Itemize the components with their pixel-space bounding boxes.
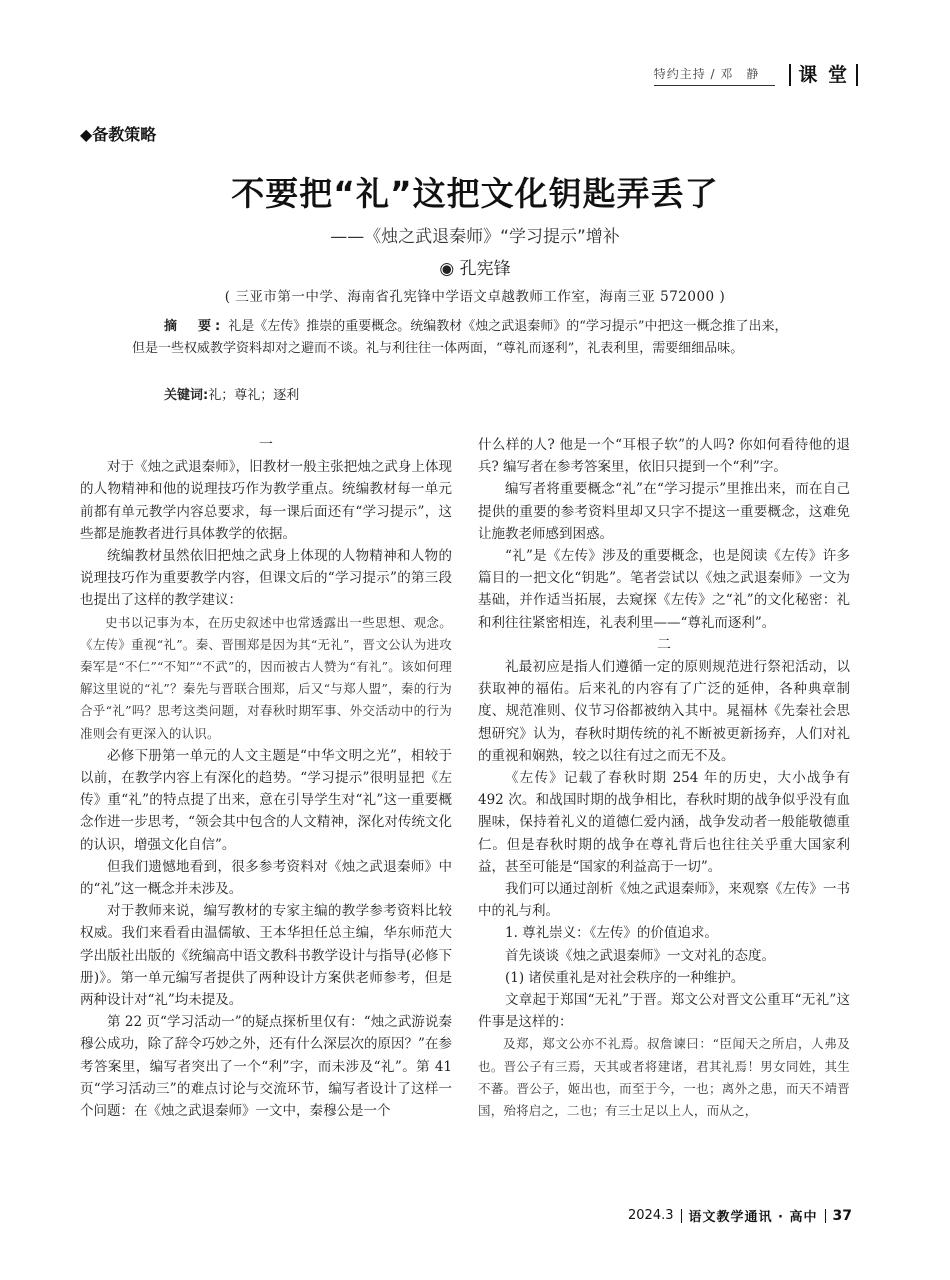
- left-column: [80, 434, 452, 1122]
- affiliation: ( 三亚市第一中学、海南省孔宪锋中学语文卓越教师工作室，海南三亚 572000 ): [224, 289, 726, 305]
- paragraph: 礼最初应是指人们遵循一定的原则规范进行祭祀活动，以获取神的福佑。后来礼的内容有了广泛的延伸，各种典章制度、规范准则、仪节习俗都被纳入其中。晁福林《先秦社会思想研究》认为，春秋时期传统的礼不断被更新扬弃，人们对礼的重视和娴熟，较之以往有过之而无不及。: [478, 659, 850, 764]
- paragraph: 1. 尊礼崇义：《左传》的价值追求。: [505, 925, 718, 942]
- block-quote: 史书以记事为本，在历史叙述中也常透露出一些思想、观念。《左传》重视“礼”。秦、晋围郑是因为其“无礼”，晋文公认为进攻秦军是“不仁”“不知”“不武”的，因而被古人赞为“有礼”。该如何理解这里说的“礼”？秦先与晋联合围郑，后又“与郑人盟”，秦的行为合乎“礼”吗？思考这类问题，对春秋时期军事、外交活动中的行为准则会有更深入的认识。: [80, 614, 452, 741]
- right-column: [478, 434, 850, 1122]
- paragraph: 首先谈谈《烛之武退秦师》一文对礼的态度。: [505, 947, 775, 964]
- footer-divider: [825, 1209, 826, 1223]
- paragraph: 第 22 页“学习活动一”的疑点探析里仅有：“烛之武游说秦穆公成功，除了辞令巧妙之外，还有什么深层次的原因？”在参考答案里，编写者突出了一个“利”字，而未涉及“礼”。第 41 页“学习活动三”的难点讨论与交流环节，编写者设计了这样一个问题：在《烛之武退秦师》一文中，秦穆公是一个: [80, 1014, 452, 1120]
- paragraph: 必修下册第一单元的人文主题是“中华文明之光”，相较于以前，在教学内容上有深化的趋势。“学习提示”很明显把《左传》重“礼”的特点提了出来，意在引导学生对“礼”这一重要概念作进一步思考，“领会其中包含的人文精神，深化对传统文化的认识，增强文化自信”。: [80, 747, 452, 853]
- abstract-label: 摘 要:: [164, 319, 225, 334]
- paragraph: 对于教师来说，编写教材的专家主编的教学参考资料比较权威。我们来看看由温儒敏、王本华担任总主编，华东师范大学出版社出版的《统编高中语文教科书教学设计与指导(必修下册)》。第一单元编写者提供了两种设计方案供老师参考，但是两种设计对“礼”均未提及。: [80, 903, 452, 1009]
- abstract: [132, 316, 800, 360]
- paragraph: 编写者将重要概念“礼”在“学习提示”里推出来，而在自己提供的重要的参考资料里却又只字不提这一重要概念，这难免让施教老师感到困惑。: [478, 481, 850, 542]
- paragraph: 统编教材虽然依旧把烛之武身上体现的人物精神和人物的说理技巧作为重要教学内容，但课文后的“学习提示”的第三段也提出了这样的教学建议：: [80, 548, 452, 609]
- section-number: 二: [657, 636, 671, 653]
- article-subtitle: ——《烛之武退秦师》“学习提示”增补: [330, 227, 620, 247]
- keywords-text: 礼；尊礼；逐利: [208, 388, 300, 403]
- keywords-label: 关键词:: [164, 388, 209, 403]
- block-quote: 及郑，郑文公亦不礼焉。叔詹谏曰：“臣闻天之所启，人弗及也。晋公子有三焉，天其或者将建诸，君其礼焉！男女同姓，其生不蕃。晋公子，姬出也，而至于今，一也；离外之患，而天不靖晋国，殆将启之，二也；有三士足以上人，而从之，: [478, 1036, 850, 1119]
- paragraph: 什么样的人? 他是一个“耳根子软”的人吗? 你如何看待他的退兵? 编写者在参考答案里，依旧只提到一个“利”字。: [478, 437, 850, 476]
- section-number: 一: [259, 437, 273, 453]
- footer-divider: [681, 1209, 682, 1223]
- section-tag: ◆备教策略: [80, 125, 157, 144]
- page-footer: [628, 1206, 852, 1225]
- abstract-text: 礼是《左传》推崇的重要概念。统编教材《烛之武退秦师》的“学习提示”中把这一概念推了出来，但是一些权威教学资料却对之避而不谈。礼与利往往一体两面，“尊礼而逐利”，礼表利里，需要细细品味。: [132, 319, 788, 356]
- special-host: 特约主持 / 邓 静: [654, 65, 776, 86]
- paragraph: 但我们遗憾地看到，很多参考资料对《烛之武退秦师》中的“礼”这一概念并未涉及。: [80, 858, 452, 898]
- article-title: 不要把“礼”这把文化钥匙弄丢了: [231, 174, 719, 213]
- column-name: 课 堂: [789, 64, 858, 86]
- keywords: [132, 384, 800, 403]
- paragraph: 我们可以通过剖析《烛之武退秦师》，来观察《左传》一书中的礼与利。: [478, 881, 850, 920]
- paragraph: “礼”是《左传》涉及的重要概念，也是阅读《左传》许多篇目的一把文化“钥匙”。笔者尝试以《烛之武退秦师》一文为基础，并作适当拓展，去窥探《左传》之“礼”的文化秘密：礼和利往往紧密相连，礼表利里——“尊礼而逐利”。: [478, 548, 850, 631]
- page-header: [654, 64, 858, 86]
- author: ◉ 孔宪锋: [439, 259, 511, 279]
- issue-number: 2024.3: [628, 1208, 674, 1223]
- journal-name: 语文教学通讯 · 高中: [688, 1210, 818, 1225]
- paragraph: (1) 诸侯重礼是对社会秩序的一种维护。: [505, 969, 745, 986]
- paragraph: 文章起于郑国“无礼”于晋。郑文公对晋文公重耳“无礼”这件事是这样的：: [478, 992, 850, 1031]
- page-number: 37: [832, 1207, 852, 1224]
- paragraph: 《左传》记载了春秋时期 254 年的历史，大小战争有 492 次。和战国时期的战争相比，春秋时期的战争似乎没有血腥味，保持着礼义的道德仁爱内涵，战争发动者一般能敬德重仁。但是春秋时期的战争在尊礼背后也往往关乎重大国家利益，甚至可能是“国家的利益高于一切”。: [478, 770, 850, 875]
- paragraph: 对于《烛之武退秦师》，旧教材一般主张把烛之武身上体现的人物精神和他的说理技巧作为教学重点。统编教材每一单元前都有单元教学内容总要求，每一课后面还有“学习提示”，这些都是施教者进行具体教学的依据。: [80, 459, 452, 542]
